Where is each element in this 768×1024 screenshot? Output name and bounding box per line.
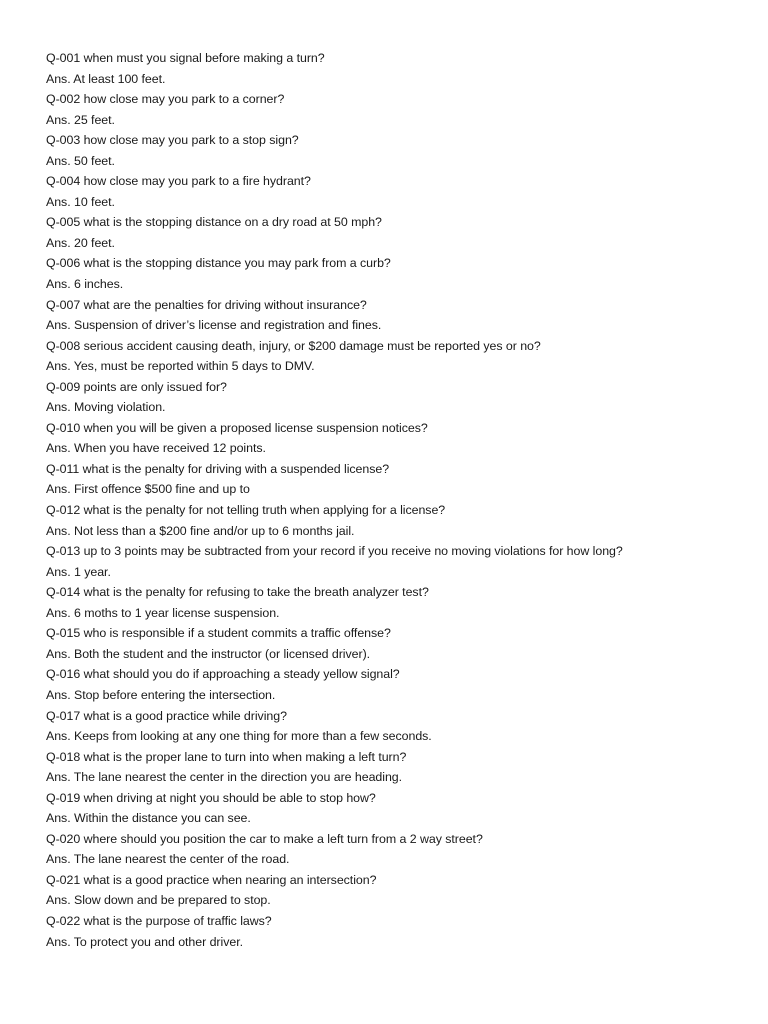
question-text: Q-010 when you will be given a proposed license suspension notices? [46,420,428,435]
question-text: Q-003 how close may you park to a stop sign? [46,133,299,148]
answer-text: Ans. The lane nearest the center of the road. [46,852,290,867]
answer-text: Ans. Both the student and the instructor (or licensed driver). [46,646,371,661]
answer-text: Ans. First offence $500 fine and up to [46,482,250,497]
question-text: Q-015 who is responsible if a student commits a traffic offense? [46,626,391,641]
question-text: Q-020 where should you position the car to make a left turn from a 2 way street? [46,831,483,846]
question-text: Q-001 when must you signal before making a turn? [46,51,325,65]
answer-text: Ans. 50 feet. [46,153,115,168]
answer-text: Ans. 10 feet. [46,194,115,209]
answer-text: Ans. When you have received 12 points. [46,441,266,456]
answer-text: Ans. Within the distance you can see. [46,811,251,826]
question-text: Q-016 what should you do if approaching a steady yellow signal? [46,667,400,682]
question-text: Q-021 what is a good practice when nearing an intersection? [46,872,377,887]
answer-text: Ans. Not less than a $200 fine and/or up to 6 months jail. [46,523,355,538]
question-text: Q-011 what is the penalty for driving with a suspended license? [46,461,390,476]
question-text: Q-006 what is the stopping distance you may park from a curb? [46,256,391,271]
document-page [46,48,746,952]
answer-text: Ans. Keeps from looking at any one thing for more than a few seconds. [46,729,432,744]
question-text: Q-008 serious accident causing death, injury, or $200 damage must be reported yes or no? [46,338,541,353]
question-text: Q-014 what is the penalty for refusing to take the breath analyzer test? [46,585,429,600]
answer-text: Ans. Slow down and be prepared to stop. [46,893,271,908]
question-text: Q-009 points are only issued for? [46,379,227,394]
answer-text: Ans. 1 year. [46,564,111,579]
answer-text: Ans. To protect you and other driver. [46,934,243,949]
question-text: Q-004 how close may you park to a fire hydrant? [46,174,311,189]
question-text: Q-007 what are the penalties for driving without insurance? [46,297,367,312]
answer-text: Ans. 6 moths to 1 year license suspension. [46,605,280,620]
answer-text: Ans. Suspension of driver’s license and registration and fines. [46,318,382,333]
question-text: Q-018 what is the proper lane to turn into when making a left turn? [46,749,407,764]
question-text: Q-012 what is the penalty for not telling truth when applying for a license? [46,503,446,518]
answer-text: Ans. Yes, must be reported within 5 days to DMV. [46,359,315,374]
question-text: Q-013 up to 3 points may be subtracted from your record if you receive no moving violations for how long? [46,544,623,559]
answer-text: Ans. The lane nearest the center in the direction you are heading. [46,770,403,785]
question-text: Q-005 what is the stopping distance on a dry road at 50 mph? [46,215,382,230]
question-text: Q-002 how close may you park to a corner? [46,92,285,107]
answer-text: Ans. Moving violation. [46,400,166,415]
answer-text: Ans. Stop before entering the intersection. [46,687,276,702]
question-text: Q-017 what is a good practice while driving? [46,708,287,723]
answer-text: Ans. 20 feet. [46,235,115,250]
question-text: Q-022 what is the purpose of traffic laws? [46,913,272,928]
question-text: Q-019 when driving at night you should be able to stop how? [46,790,376,805]
answer-text: Ans. 25 feet. [46,112,115,127]
answer-text: Ans. 6 inches. [46,277,124,292]
answer-text: Ans. At least 100 feet. [46,71,166,86]
